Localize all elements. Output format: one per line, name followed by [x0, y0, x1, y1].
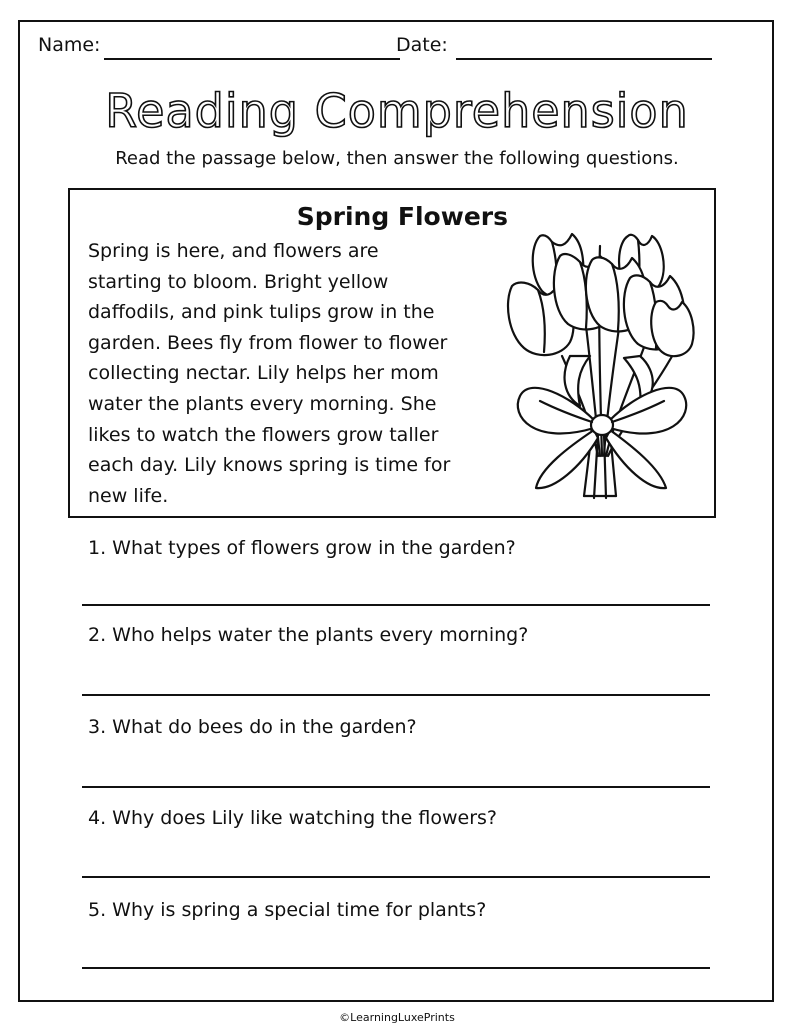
passage-line: water the plants every morning. She: [88, 392, 437, 415]
date-label: Date:: [396, 34, 448, 56]
name-blank-line[interactable]: [104, 58, 400, 60]
page-title: Reading Comprehension: [105, 84, 689, 138]
passage-line: collecting nectar. Lily helps her mom: [88, 362, 439, 385]
answer-line-5[interactable]: [82, 967, 710, 969]
answer-line-4[interactable]: [82, 876, 710, 878]
passage-line: new life.: [88, 484, 169, 507]
question-5: 5. Why is spring a special time for plants?: [88, 899, 487, 921]
passage-title: Spring Flowers: [296, 202, 508, 231]
tulip-bouquet-icon: [500, 206, 700, 506]
passage-line: likes to watch the flowers grow taller: [88, 423, 439, 446]
passage-box: [68, 188, 716, 518]
passage-line: starting to bloom. Bright yellow: [88, 270, 389, 293]
passage-line: each day. Lily knows spring is time for: [88, 454, 451, 477]
copyright-footer: ©LearningLuxePrints: [339, 1011, 455, 1024]
answer-line-2[interactable]: [82, 694, 710, 696]
passage-text: [88, 236, 506, 511]
answer-line-3[interactable]: [82, 786, 710, 788]
passage-line: garden. Bees fly from flower to flower: [88, 331, 448, 354]
answer-line-1[interactable]: [82, 604, 710, 606]
date-blank-line[interactable]: [456, 58, 712, 60]
question-4: 4. Why does Lily like watching the flowers?: [88, 807, 498, 829]
instructions: Read the passage below, then answer the following questions.: [115, 148, 679, 169]
name-date-row: [38, 34, 718, 64]
name-label: Name:: [38, 34, 101, 56]
question-2: 2. Who helps water the plants every morning?: [88, 624, 529, 646]
question-3: 3. What do bees do in the garden?: [88, 716, 417, 738]
passage-line: daffodils, and pink tulips grow in the: [88, 301, 435, 324]
passage-line: Spring is here, and flowers are: [88, 240, 379, 262]
question-1: 1. What types of flowers grow in the garden?: [88, 537, 516, 559]
